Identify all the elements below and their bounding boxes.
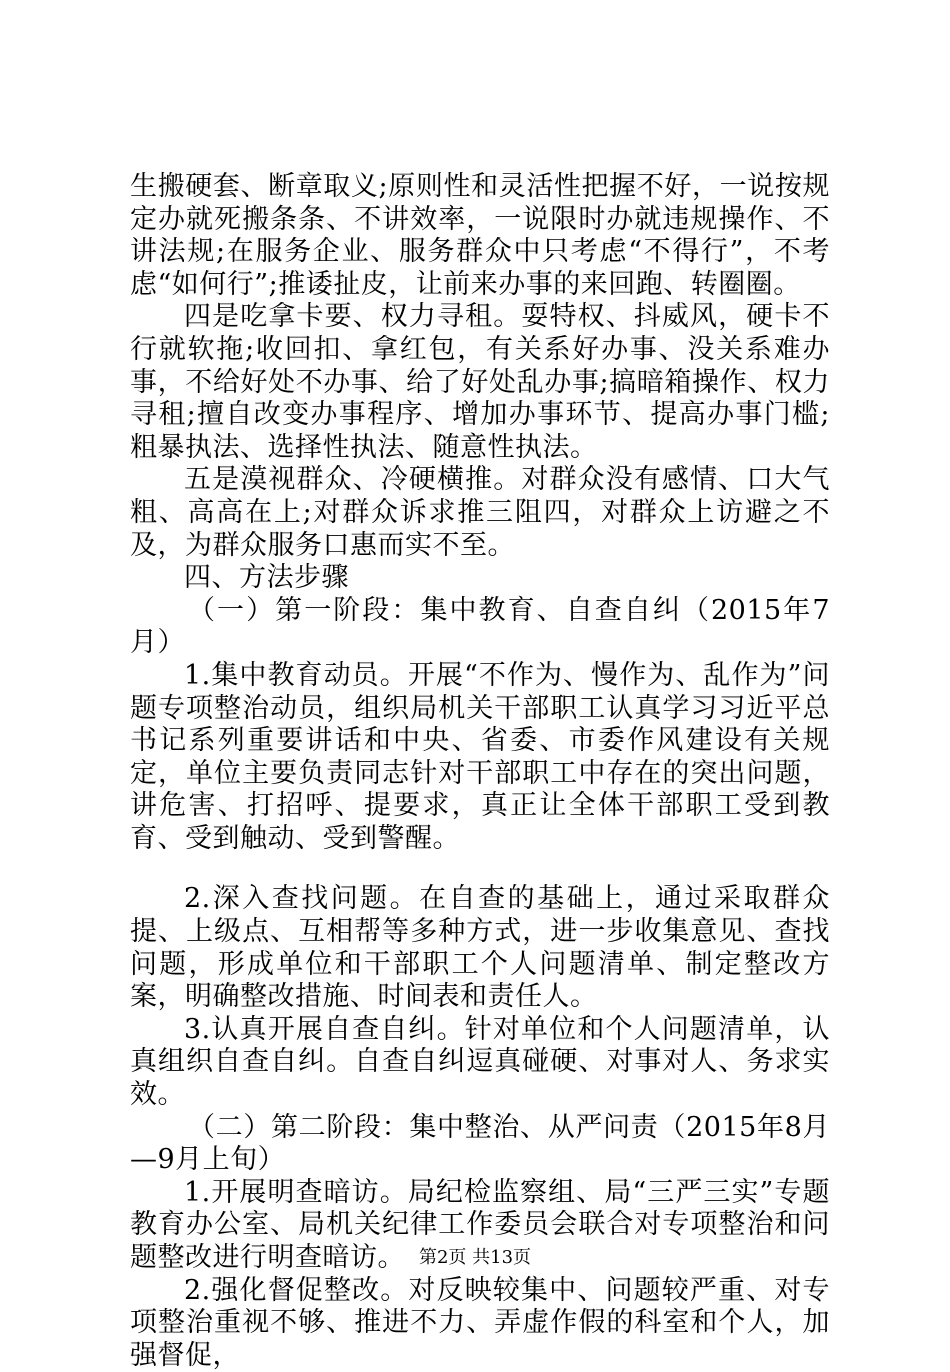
- section-heading-methods: 四、方法步骤: [184, 562, 349, 594]
- paragraph-2: 四是吃拿卡要、权力寻租。耍特权、抖威风，硬卡不行就软拖;收回扣、拿红包，有关系好办事、没关系难办事，不给好处不办事、给了好处乱办事;搞暗箱操作、权力寻租;擅自改变办事程序、增加办事环节、提高办事门槛;粗暴执法、选择性执法、随意性执法。: [130, 301, 830, 463]
- stage-two-heading: （二）第二阶段：集中整治、从严问责（2015年8月—9月上旬）: [130, 1111, 830, 1176]
- paragraph-stage2-item2: 2.强化督促整改。对反映较集中、问题较严重、对专项整治重视不够、推进不力、弄虚作假的科室和个人，加强督促，: [130, 1274, 830, 1371]
- paragraph-stage1-item3: 3.认真开展自查自纠。针对单位和个人问题清单，认真组织自查自纠。自查自纠逗真碰硬、对事对人、务求实效。: [130, 1013, 830, 1111]
- paragraph-stage2-item1: 1.开展明查暗访。局纪检监察组、局“三严三实”专题教育办公室、局机关纪律工作委员会联合对专项整治和问题整改进行明查暗访。: [130, 1176, 830, 1273]
- paragraph-stage1-item2: 2.深入查找问题。在自查的基础上，通过采取群众提、上级点、互相帮等多种方式，进一步收集意见、查找问题，形成单位和干部职工个人问题清单、制定整改方案，明确整改措施、时间表和责任人。: [130, 883, 830, 1013]
- paragraph-1: 生搬硬套、断章取义;原则性和灵活性把握不好，一说按规定办就死搬条条、不讲效率，一说限时办就违规操作、不讲法规;在服务企业、服务群众中只考虑“不得行”，不考虑“如何行”;推诿扯皮，让前来办事的来回跑、转圈圈。: [130, 171, 830, 300]
- stage-one-heading: （一）第一阶段：集中教育、自查自纠（2015年7月）: [130, 594, 830, 659]
- paragraph-3: 五是漠视群众、冷硬横推。对群众没有感情、口大气粗、高高在上;对群众诉求推三阻四，对群众上访避之不及，为群众服务口惠而实不至。: [130, 464, 830, 561]
- document-body: [130, 171, 830, 1372]
- page-footer: 第2页 共13页: [418, 1247, 532, 1268]
- paragraph-stage1-item1: 1.集中教育动员。开展“不作为、慢作为、乱作为”问题专项整治动员，组织局机关干部职工认真学习习近平总书记系列重要讲话和中央、省委、市委作风建设有关规定，单位主要负责同志针对干部职工中存在的突出问题，讲危害、打招呼、提要求，真正让全体干部职工受到教育、受到触动、受到警醒。: [130, 659, 830, 854]
- paragraph-gap: [130, 855, 830, 883]
